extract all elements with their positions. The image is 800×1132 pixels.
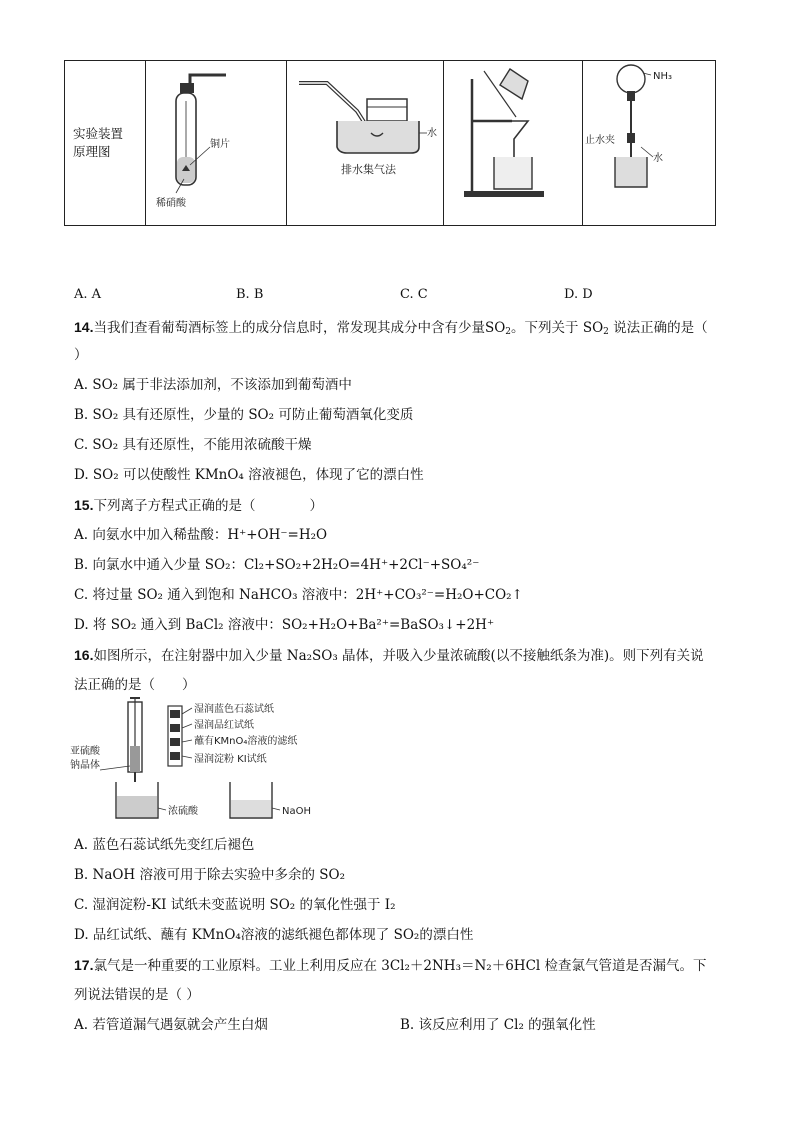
- naoh-label: NaOH: [282, 806, 311, 817]
- apparatus-label-line2: 原理图: [73, 144, 111, 159]
- water-gas-collection-figure: [287, 61, 443, 225]
- q17-option-b[interactable]: B. 该反应利用了 Cl₂ 的强氧化性: [400, 1017, 596, 1033]
- copper-nitric-acid-figure: [146, 61, 286, 225]
- sodium-sulfite-label-1: 亚硫酸: [70, 746, 100, 757]
- apparatus-figure-a: [146, 61, 287, 226]
- nh3-label: NH₃: [653, 71, 673, 82]
- q17-option-a[interactable]: A. 若管道漏气遇氨就会产生白烟: [74, 1017, 268, 1033]
- clamp-label: 止水夹: [585, 135, 615, 146]
- q16-option-c[interactable]: C. 湿润淀粉-KI 试纸未变蓝说明 SO₂ 的氧化性强于 I₂: [74, 897, 396, 913]
- apparatus-figure-b: [287, 61, 444, 226]
- q14-option-d[interactable]: D. SO₂ 可以使酸性 KMnO₄ 溶液褪色，体现了它的漂白性: [74, 467, 424, 483]
- apparatus-figure-c: [444, 61, 583, 226]
- water-label-d: 水: [653, 153, 663, 164]
- q14-option-a[interactable]: A. SO₂ 属于非法添加剂，不该添加到葡萄酒中: [74, 377, 352, 393]
- q16-option-b[interactable]: B. NaOH 溶液可用于除去实验中多余的 SO₂: [74, 867, 346, 883]
- filtration-figure: [444, 61, 582, 225]
- q15-number: 15.: [74, 497, 94, 513]
- q14-stem-text3: 说法正确的是（: [608, 320, 708, 336]
- conc-sulfuric-acid-label: 浓硫酸: [168, 806, 198, 817]
- apparatus-label-line1: 实验装置: [73, 126, 124, 141]
- paper-label-3: 蘸有KMnO₄溶液的滤纸: [194, 736, 298, 747]
- q15-option-a[interactable]: A. 向氨水中加入稀盐酸：H⁺+OH⁻=H₂O: [74, 527, 328, 543]
- q15-stem-text: 下列离子方程式正确的是（ ）: [93, 498, 323, 514]
- copper-label: 铜片: [210, 139, 230, 150]
- q16-stem-line2: 法正确的是（ ）: [74, 677, 196, 693]
- syringe-test-paper-figure: [70, 696, 360, 826]
- q13-option-b[interactable]: B. B: [236, 287, 264, 302]
- sodium-sulfite-label-2: 钠晶体: [70, 760, 100, 771]
- q15-option-b[interactable]: B. 向氯水中通入少量 SO₂：Cl₂+SO₂+2H₂O=4H⁺+2Cl⁻+SO₄²⁻: [74, 557, 480, 573]
- q16-option-d[interactable]: D. 品红试纸、蘸有 KMnO₄溶液的滤纸褪色都体现了 SO₂的漂白性: [74, 927, 474, 943]
- q14-stem-text2: 。下列关于 SO: [511, 320, 604, 336]
- paper-label-1: 湿润蓝色石蕊试纸: [194, 704, 274, 715]
- apparatus-label-cell: [65, 61, 146, 226]
- q17-number: 17.: [74, 957, 94, 973]
- water-collection-caption: 排水集气法: [341, 163, 396, 176]
- q14-number: 14.: [74, 319, 94, 335]
- q16-option-a[interactable]: A. 蓝色石蕊试纸先变红后褪色: [74, 837, 255, 853]
- q14-stem: 14.当我们查看葡萄酒标签上的成分信息时，常发现其成分中含有少量$SO_2$。下列关于 $SO_2$ 说法正确的是（: [74, 319, 708, 337]
- q14-stem-close: ）: [74, 347, 88, 363]
- q14-option-c[interactable]: C. SO₂ 具有还原性，不能用浓硫酸干燥: [74, 437, 312, 453]
- q17-stem-line2: 列说法错误的是（ ）: [74, 987, 200, 1003]
- q16-stem-line1: [74, 646, 704, 665]
- q14-stem-text1: 当我们查看葡萄酒标签上的成分信息时，常发现其成分中含有少量SO: [93, 320, 506, 336]
- apparatus-figure-d: [583, 61, 716, 226]
- dilute-nitric-acid-label: 稀硝酸: [156, 198, 186, 209]
- ammonia-fountain-figure: [583, 61, 715, 225]
- q16-figure: [70, 696, 360, 826]
- q16-stem-text1: 如图所示，在注射器中加入少量 Na₂SO₃ 晶体，并吸入少量浓硫酸(以不接触纸条为准)。则下列有关说: [93, 648, 704, 664]
- q13-option-a[interactable]: A. A: [74, 287, 102, 302]
- q13-option-c[interactable]: C. C: [400, 287, 428, 302]
- q14-option-b[interactable]: B. SO₂ 具有还原性，少量的 SO₂ 可防止葡萄酒氧化变质: [74, 407, 414, 423]
- paper-label-2: 湿润品红试纸: [194, 720, 254, 731]
- paper-label-4: 湿润淀粉 KI试纸: [194, 754, 267, 765]
- water-label: 水: [427, 128, 437, 139]
- q15-option-d[interactable]: D. 将 SO₂ 通入到 BaCl₂ 溶液中：SO₂+H₂O+Ba²⁺=BaSO₃↓+2H⁺: [74, 617, 495, 633]
- q15-option-c[interactable]: C. 将过量 SO₂ 通入到饱和 NaHCO₃ 溶液中：2H⁺+CO₃²⁻=H₂O+CO₂↑: [74, 587, 523, 603]
- apparatus-table: [64, 60, 716, 226]
- q15-stem: [74, 496, 323, 515]
- q17-stem-text1: 氯气是一种重要的工业原料。工业上利用反应在 3Cl₂＋2NH₃＝N₂＋6HCl 检查氯气管道是否漏气。下: [93, 958, 707, 974]
- q16-number: 16.: [74, 647, 94, 663]
- q17-stem-line1: [74, 956, 707, 975]
- q13-option-d[interactable]: D. D: [564, 287, 593, 302]
